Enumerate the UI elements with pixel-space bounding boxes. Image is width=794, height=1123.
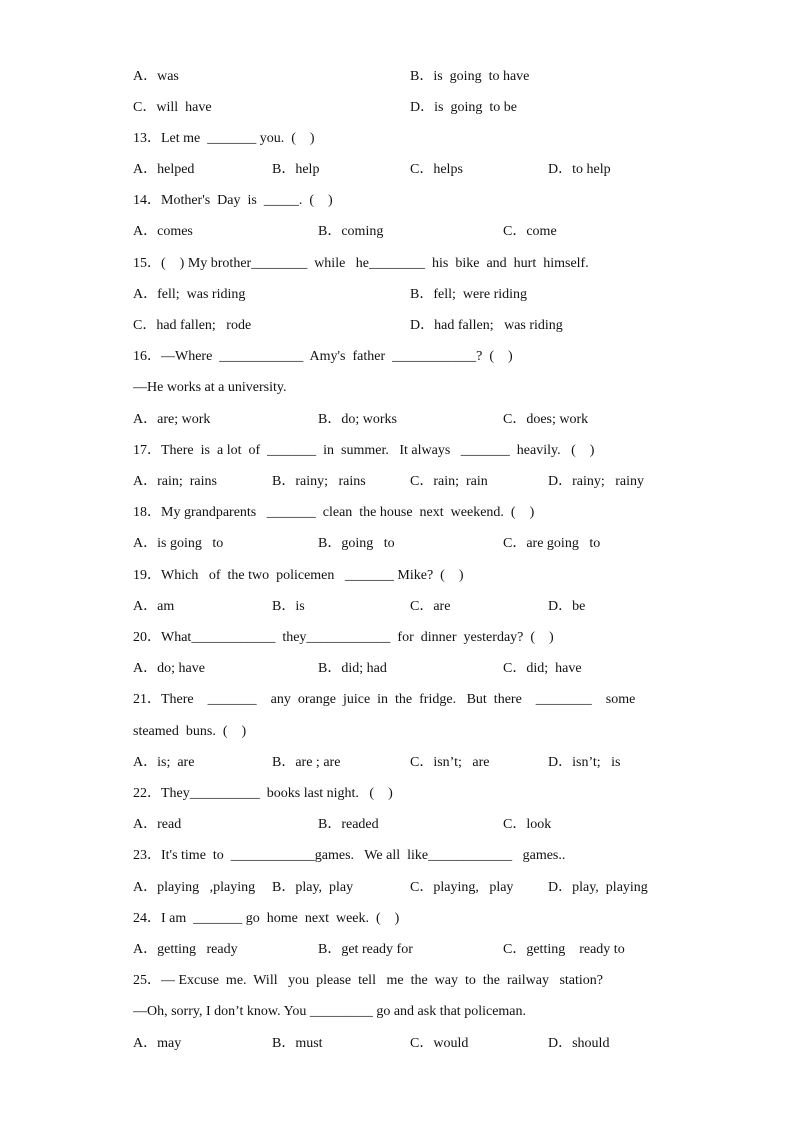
q16-options-option-a: A．are; work bbox=[133, 412, 211, 427]
q20-options-option-a: A．do; have bbox=[133, 661, 205, 676]
q21-options-option-c: C．isn’t; are bbox=[410, 755, 490, 770]
q20-options-option-b: B．did; had bbox=[318, 661, 387, 676]
q21: 21．There _______ any orange juice in the fridge. But there ________ some bbox=[133, 692, 636, 707]
q25-options-option-a: A．may bbox=[133, 1036, 182, 1051]
q22: 22．They__________ books last night. ( ) bbox=[133, 786, 393, 801]
q18-options-option-b: B．going to bbox=[318, 536, 395, 551]
q15-options-row2-option-a: C．had fallen; rode bbox=[133, 318, 252, 333]
q19-options-option-a: A．am bbox=[133, 599, 175, 614]
q17: 17．There is a lot of _______ in summer. It always _______ heavily. ( ) bbox=[133, 443, 595, 458]
q22-options-option-b: B．readed bbox=[318, 817, 379, 832]
q24: 24．I am _______ go home next week. ( ) bbox=[133, 911, 400, 926]
q21-options-option-a: A．is; are bbox=[133, 755, 195, 770]
q18-options-option-a: A．is going to bbox=[133, 536, 224, 551]
q23-options-option-c: C．playing, play bbox=[410, 880, 514, 895]
q20: 20．What____________ they____________ for dinner yesterday? ( ) bbox=[133, 630, 554, 645]
q16: 16．—Where ____________ Amy's father ____________? ( ) bbox=[133, 349, 513, 364]
q22-options-option-a: A．read bbox=[133, 817, 182, 832]
q23-options-option-d: D．play, playing bbox=[548, 880, 648, 895]
q13-options-option-b: B．help bbox=[272, 162, 320, 177]
q25-options-option-c: C．would bbox=[410, 1036, 469, 1051]
q12-options-row2-option-a: C．will have bbox=[133, 100, 212, 115]
q25-options-option-d: D．should bbox=[548, 1036, 610, 1051]
q12-options-row1-option-b: B．is going to have bbox=[410, 69, 530, 84]
q14-options-option-b: B．coming bbox=[318, 224, 384, 239]
q24-options-option-a: A．getting ready bbox=[133, 942, 238, 957]
q14-options-option-c: C．come bbox=[503, 224, 557, 239]
q13-options-option-d: D．to help bbox=[548, 162, 611, 177]
q18-options-option-c: C．are going to bbox=[503, 536, 601, 551]
q17-options-option-b: B．rainy; rains bbox=[272, 474, 366, 489]
q13-options-option-a: A．helped bbox=[133, 162, 195, 177]
q15-options-row1-option-b: B．fell; were riding bbox=[410, 287, 528, 302]
q21-options-option-b: B．are ; are bbox=[272, 755, 341, 770]
q22-options-option-c: C．look bbox=[503, 817, 552, 832]
q12-options-row2-option-b: D．is going to be bbox=[410, 100, 517, 115]
q19-options-option-c: C．are bbox=[410, 599, 451, 614]
q13: 13．Let me _______ you. ( ) bbox=[133, 131, 315, 146]
q25: 25．— Excuse me. Will you please tell me the way to the railway station? bbox=[133, 973, 604, 988]
q12-options-row1-option-a: A．was bbox=[133, 69, 179, 84]
q16-options-option-b: B．do; works bbox=[318, 412, 397, 427]
q14-options-option-a: A．comes bbox=[133, 224, 193, 239]
q24-options-option-c: C．getting ready to bbox=[503, 942, 625, 957]
q19-options-option-d: D．be bbox=[548, 599, 586, 614]
q17-options-option-d: D．rainy; rainy bbox=[548, 474, 645, 489]
q25-options-option-b: B．must bbox=[272, 1036, 323, 1051]
q16-answer: —He works at a university. bbox=[133, 380, 287, 395]
q18: 18．My grandparents _______ clean the house next weekend. ( ) bbox=[133, 505, 535, 520]
q19: 19．Which of the two policemen _______ Mike? ( ) bbox=[133, 568, 464, 583]
q14: 14．Mother's Day is _____. ( ) bbox=[133, 193, 333, 208]
q21-options-option-d: D．isn’t; is bbox=[548, 755, 621, 770]
q25-answer: —Oh, sorry, I don’t know. You _________ go and ask that policeman. bbox=[133, 1004, 527, 1019]
q13-options-option-c: C．helps bbox=[410, 162, 463, 177]
q21-cont: steamed buns. ( ) bbox=[133, 724, 247, 739]
q24-options-option-b: B．get ready for bbox=[318, 942, 413, 957]
q17-options-option-c: C．rain; rain bbox=[410, 474, 488, 489]
q23: 23．It's time to ____________games. We all like____________ games.. bbox=[133, 848, 566, 863]
q15-options-row2-option-b: D．had fallen; was riding bbox=[410, 318, 563, 333]
q15-options-row1-option-a: A．fell; was riding bbox=[133, 287, 246, 302]
q19-options-option-b: B．is bbox=[272, 599, 305, 614]
q23-options-option-a: A．playing ,playing bbox=[133, 880, 256, 895]
q17-options-option-a: A．rain; rains bbox=[133, 474, 217, 489]
q23-options-option-b: B．play, play bbox=[272, 880, 354, 895]
q16-options-option-c: C．does; work bbox=[503, 412, 589, 427]
q15: 15．( ) My brother________ while he________ his bike and hurt himself. bbox=[133, 256, 589, 271]
q20-options-option-c: C．did; have bbox=[503, 661, 582, 676]
